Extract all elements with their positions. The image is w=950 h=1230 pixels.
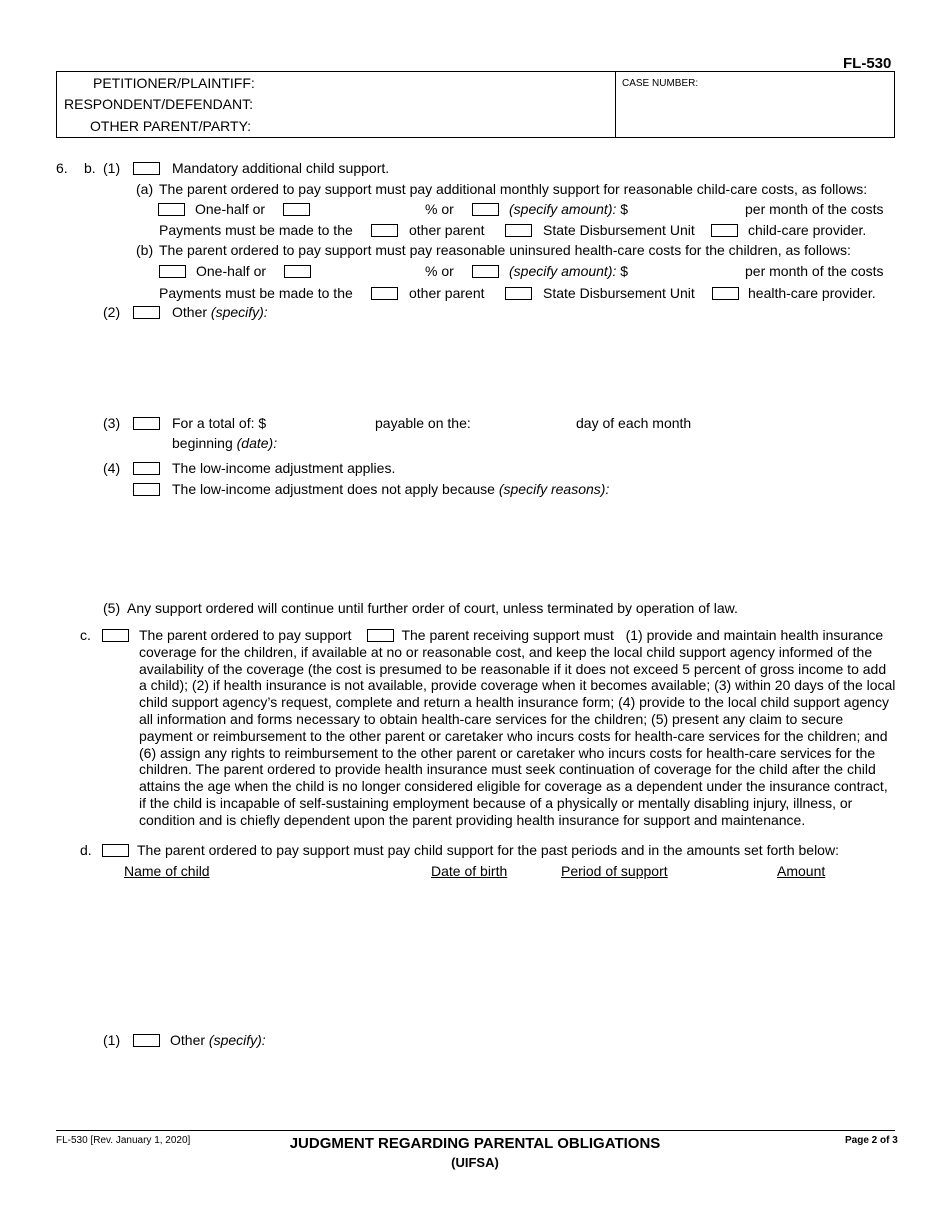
b4-applies-label: The low-income adjustment applies. bbox=[172, 460, 396, 476]
b1b-specify-amount: (specify amount): $ bbox=[509, 263, 629, 279]
b1a-per-month: per month of the costs bbox=[745, 201, 884, 217]
c-paragraph-text: (1) provide and maintain health insurance coverage for the children, if available at no or reasonable cost, and keep the local child support agency informed of the availability of the coverage (the cost is presumed to be reasonable if it does not exceed 5 percent of gross income to add a child); (2) if health insurance is not available, provide coverage when it becomes available; (3) within 20 days of the local child support agency’s request, complete and return a health insurance form; (4) provide to the local child support agency all information and forms necessary to obtain health-care services for the children; (5) present any claim to secure payment or reimbursement to the other parent or caretaker who incurs costs for health-care services for the children; and (6) assign any rights to reimbursement to the other parent or caretaker who incurs costs for health-care services for the children. The parent ordered to provide health insurance must seek continuation of coverage for the child after the child attains the age when the child is no longer considered eligible for coverage as a dependent under the insurance contract, if the child is incapable of self-sustaining employment because of a physically or mentally disabling injury, illness, or condition and is chiefly dependent upon the parent providing health insurance for support and maintenance. bbox=[139, 627, 896, 828]
b1a-label: (a) bbox=[136, 181, 154, 197]
b1b-payments-label: Payments must be made to the bbox=[159, 285, 353, 301]
b3-total: For a total of: $ bbox=[172, 415, 267, 431]
c-paragraph bbox=[139, 627, 897, 829]
b1b-one-half-checkbox[interactable] bbox=[159, 265, 186, 278]
b1b-text: The parent ordered to pay support must pay reasonable uninsured health-care costs for the children, as follows: bbox=[159, 242, 851, 258]
d-text: The parent ordered to pay support must pay child support for the past periods and in the amounts set forth below: bbox=[137, 842, 839, 858]
b5-text: Any support ordered will continue until further order of court, unless terminated by operation of law. bbox=[127, 600, 738, 616]
b3-checkbox[interactable] bbox=[133, 417, 160, 430]
caption-box bbox=[56, 71, 895, 138]
b4-not-apply-label: The low-income adjustment does not apply because (specify reasons): bbox=[172, 481, 610, 497]
b1a-specify-amount: (specify amount): $ bbox=[509, 201, 629, 217]
d-other-text: Other (specify): bbox=[170, 1032, 266, 1048]
b1b-per-month: per month of the costs bbox=[745, 263, 884, 279]
b1a-amount-checkbox[interactable] bbox=[472, 203, 499, 216]
col-date-of-birth: Date of birth bbox=[431, 863, 508, 879]
c-option-pay-support: The parent ordered to pay support bbox=[139, 627, 352, 643]
b1-checkbox[interactable] bbox=[133, 162, 160, 175]
item-d-label: d. bbox=[80, 842, 92, 858]
footer-page-number: Page 2 of 3 bbox=[845, 1135, 898, 1146]
b2-text: Other (specify): bbox=[172, 304, 268, 320]
footer-title: JUDGMENT REGARDING PARENTAL OBLIGATIONS bbox=[289, 1135, 661, 1152]
b1b-one-half-label: One-half or bbox=[196, 263, 267, 279]
b3-day: day of each month bbox=[576, 415, 692, 431]
petitioner-label: PETITIONER/PLAINTIFF: bbox=[93, 75, 255, 91]
footer-subtitle: (UIFSA) bbox=[451, 1155, 499, 1170]
b4-applies-checkbox[interactable] bbox=[133, 462, 160, 475]
b1b-amount-checkbox[interactable] bbox=[472, 265, 499, 278]
b1b-percent-checkbox[interactable] bbox=[284, 265, 311, 278]
col-name-of-child: Name of child bbox=[124, 863, 210, 879]
b3-beginning: beginning (date): bbox=[172, 435, 278, 451]
b1a-provider-checkbox[interactable] bbox=[711, 224, 738, 237]
b1a-provider-label: child-care provider. bbox=[748, 222, 867, 238]
b2-checkbox[interactable] bbox=[133, 306, 160, 319]
other-parent-label: OTHER PARENT/PARTY: bbox=[90, 118, 252, 134]
b1a-text: The parent ordered to pay support must pay additional monthly support for reasonable child-care costs, as follows: bbox=[159, 181, 868, 197]
item-number: 6. bbox=[56, 160, 68, 176]
b1a-sdu-checkbox[interactable] bbox=[505, 224, 532, 237]
b1a-sdu-label: State Disbursement Unit bbox=[543, 222, 695, 238]
d-other-label: (1) bbox=[103, 1032, 121, 1048]
b1b-provider-checkbox[interactable] bbox=[712, 287, 739, 300]
c-option-receiving-support: The parent receiving support must bbox=[401, 627, 614, 643]
d-checkbox[interactable] bbox=[102, 844, 129, 857]
b1a-one-half-label: One-half or bbox=[195, 201, 266, 217]
c-pay-support-checkbox[interactable] bbox=[102, 629, 129, 642]
b2-label: (2) bbox=[103, 304, 121, 320]
b1b-percent-label: % or bbox=[425, 263, 454, 279]
footer-rule bbox=[56, 1130, 895, 1131]
b1a-payments-label: Payments must be made to the bbox=[159, 222, 353, 238]
b1b-provider-label: health-care provider. bbox=[748, 285, 876, 301]
d-other-checkbox[interactable] bbox=[133, 1034, 160, 1047]
col-period-of-support: Period of support bbox=[561, 863, 668, 879]
caption-divider bbox=[615, 72, 616, 137]
b1b-other-parent-checkbox[interactable] bbox=[371, 287, 398, 300]
b1a-one-half-checkbox[interactable] bbox=[158, 203, 185, 216]
col-amount: Amount bbox=[777, 863, 826, 879]
footer-revision: FL-530 [Rev. January 1, 2020] bbox=[56, 1135, 191, 1146]
b1a-other-parent-label: other parent bbox=[409, 222, 485, 238]
item-c-label: c. bbox=[80, 627, 91, 643]
b1b-sdu-checkbox[interactable] bbox=[505, 287, 532, 300]
b5-label: (5) bbox=[103, 600, 121, 616]
b1b-label: (b) bbox=[136, 242, 154, 258]
b4-label: (4) bbox=[103, 460, 121, 476]
b1a-percent-label: % or bbox=[425, 201, 454, 217]
item-b-label: b. bbox=[84, 160, 96, 176]
b1a-percent-checkbox[interactable] bbox=[283, 203, 310, 216]
b1-text: Mandatory additional child support. bbox=[172, 160, 390, 176]
b3-label: (3) bbox=[103, 415, 121, 431]
case-number-label: CASE NUMBER: bbox=[622, 78, 699, 89]
b1-label: (1) bbox=[103, 160, 121, 176]
b1b-sdu-label: State Disbursement Unit bbox=[543, 285, 695, 301]
form-number: FL-530 bbox=[843, 55, 892, 72]
respondent-label: RESPONDENT/DEFENDANT: bbox=[64, 96, 254, 112]
b1b-other-parent-label: other parent bbox=[409, 285, 485, 301]
b1a-other-parent-checkbox[interactable] bbox=[371, 224, 398, 237]
b3-payable: payable on the: bbox=[375, 415, 471, 431]
b4-not-apply-checkbox[interactable] bbox=[133, 483, 160, 496]
